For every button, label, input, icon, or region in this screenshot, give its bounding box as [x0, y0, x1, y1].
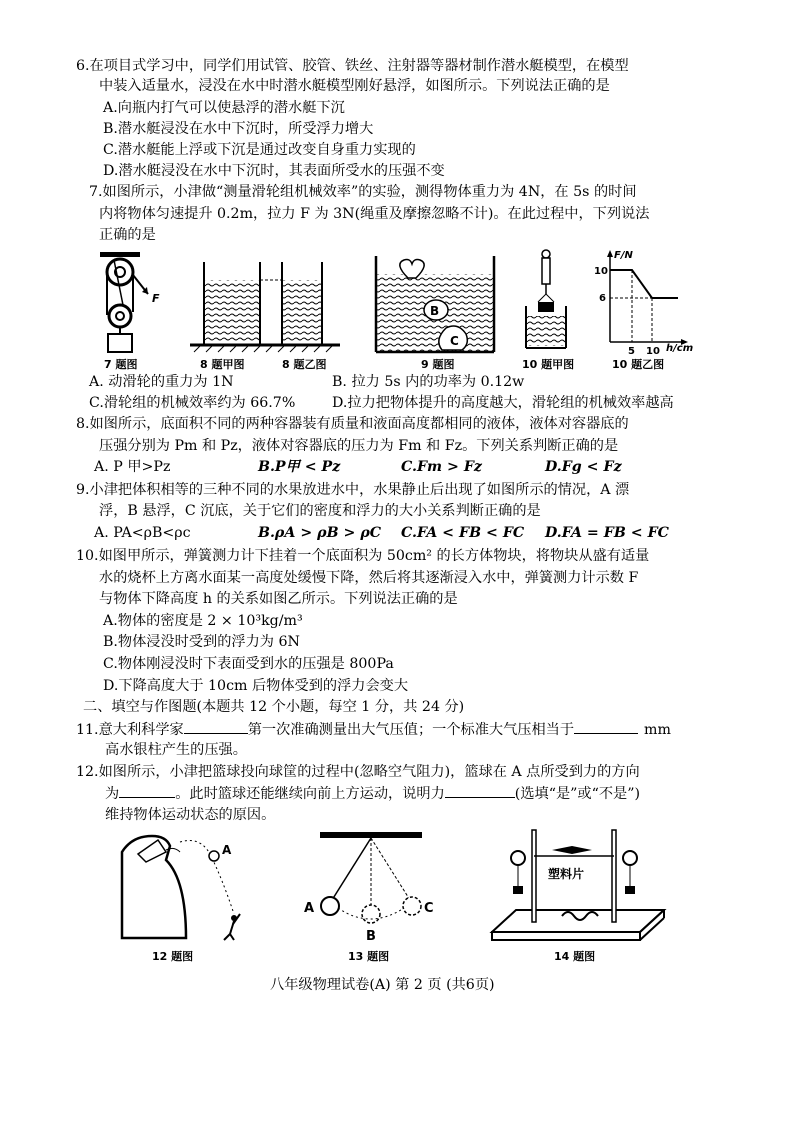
q6-option-b: B.潜水艇浸没在水中下沉时，所受浮力增大	[103, 121, 374, 137]
q11-part2: 第一次准确测量出大气压值；一个标准大气压相当于	[247, 722, 575, 738]
q7-option-a: A. 动滑轮的重力为 1N	[89, 374, 234, 390]
figure-7-force-label: F	[152, 292, 160, 305]
q12-blank-direction[interactable]	[119, 783, 175, 798]
graph-y-tick-10: 10	[594, 266, 608, 277]
figure-14-apparatus	[488, 826, 668, 944]
q9-option-b: B.ρA > ρB > ρC	[258, 525, 382, 541]
q10-option-a: A.物体的密度是 2 × 10³kg/m³	[103, 613, 303, 629]
q7-stem-line2: 内将物体匀速提升 0.2m，拉力 F 为 3N(绳重及摩擦忽略不计)。在此过程中，下列说法	[99, 206, 650, 222]
q11-blank-mm[interactable]	[574, 719, 638, 734]
figure-13-label-a: A	[304, 901, 315, 916]
figure-10b-caption: 10 题乙图	[612, 358, 665, 371]
q9-stem-line2: 浮，B 悬浮，C 沉底，关于它们的密度和浮力的大小关系判断正确的是	[99, 503, 541, 519]
q12-part4: (选填“是”或“不是”)	[514, 786, 640, 802]
q8-stem-line1: 8.如图所示，底面积不同的两种容器装有质量和液面高度都相同的液体，液体对容器底的	[76, 416, 629, 432]
q7-stem-line3: 正确的是	[99, 227, 156, 243]
q10-stem-line1: 10.如图甲所示，弹簧测力计下挂着一个底面积为 50cm² 的长方体物块，将物块从盛有适量	[76, 548, 650, 564]
q10-option-c: C.物体刚浸没时下表面受到水的压强是 800Pa	[103, 656, 394, 672]
q9-stem-line1: 9.小津把体积相等的三种不同的水果放进水中，水果静止后出现了如图所示的情况，A 漂	[76, 482, 630, 498]
q10-stem-line3: 与物体下降高度 h 的关系如图乙所示。下列说法正确的是	[99, 591, 458, 607]
q11-unit: mm	[644, 722, 671, 738]
figure-9-caption: 9 题图	[421, 358, 455, 371]
figure-8b-caption: 8 题乙图	[282, 358, 327, 371]
figure-10a-spring-balance	[520, 248, 572, 356]
q12-part2: 为	[105, 786, 120, 802]
figure-13-caption: 13 题图	[348, 950, 390, 963]
figure-10a-caption: 10 题甲图	[522, 358, 575, 371]
figure-8a-caption: 8 题甲图	[200, 358, 245, 371]
q8-option-d: D.Fg < Fz	[545, 459, 622, 475]
q7-option-d: D.拉力把物体提升的高度越大，滑轮组的机械效率越高	[332, 395, 674, 411]
q12-line2	[105, 783, 640, 804]
q6-stem-line1: 6.在项目式学习中，同学们用试管、胶管、铁丝、注射器等器材制作潜水艇模型，在模型	[76, 58, 629, 74]
q11-line1	[76, 719, 671, 740]
q9-option-a: A. PA<ρB<ρc	[94, 525, 191, 541]
q7-option-b: B. 拉力 5s 内的功率为 0.12w	[332, 374, 525, 390]
graph-x-tick-10: 10	[646, 346, 660, 356]
figure-9-fruits	[372, 252, 502, 356]
q8-stem-line2: 压强分别为 Pm 和 Pz，液体对容器底的压力为 Fm 和 Fz。下列关系判断正确的是	[99, 438, 619, 454]
figure-14-caption: 14 题图	[554, 950, 596, 963]
page-footer: 八年级物理试卷(A) 第 2 页 (共6页)	[270, 977, 495, 993]
section-2-heading: 二、填空与作图题(本题共 12 个小题，每空 1 分，共 24 分)	[83, 699, 465, 715]
q8-option-c: C.Fm > Fz	[401, 459, 482, 475]
q6-option-d: D.潜水艇浸没在水中下沉时，其表面所受水的压强不变	[103, 163, 445, 179]
figure-10b-graph	[588, 248, 698, 356]
q6-option-a: A.向瓶内打气可以使悬浮的潜水艇下沉	[103, 100, 345, 116]
q7-stem-line1: 7.如图所示，小津做“测量滑轮组机械效率”的实验，测得物体重力为 4N，在 5s 的时间	[89, 184, 637, 200]
figure-7-caption: 7 题图	[104, 358, 138, 371]
q10-option-b: B.物体浸没时受到的浮力为 6N	[103, 634, 300, 650]
q7-option-c: C.滑轮组的机械效率约为 66.7%	[89, 395, 296, 411]
q6-option-c: C.潜水艇能上浮或下沉是通过改变自身重力实现的	[103, 142, 416, 158]
figure-12-basketball	[118, 830, 258, 942]
q6-stem-line2: 中装入适量水，浸没在水中时潜水艇模型刚好悬浮，如图所示。下列说法正确的是	[99, 78, 610, 94]
graph-x-tick-5: 5	[628, 346, 635, 356]
q12-blank-is-or-not[interactable]	[445, 783, 515, 798]
figure-13-pendulum	[298, 830, 448, 942]
figure-12-label-a: A	[222, 843, 232, 857]
figure-12-caption: 12 题图	[152, 950, 194, 963]
figure-8-containers	[190, 252, 350, 358]
q9-option-d: D.FA = FB < FC	[545, 525, 669, 541]
q10-stem-line2: 水的烧杯上方离水面某一高度处缓慢下降，然后将其逐渐浸入水中，弹簧测力计示数 F	[99, 570, 639, 586]
graph-y-tick-6: 6	[599, 293, 606, 304]
figure-14-plastic-sheet-label: 塑料片	[548, 867, 585, 881]
graph-x-axis-label: h/cm	[666, 343, 694, 354]
graph-y-axis-label: F/N	[614, 250, 633, 261]
figure-13-label-b: B	[366, 929, 376, 942]
figure-7-pulley	[92, 250, 172, 368]
q8-option-b: B.P甲 < Pz	[258, 459, 341, 475]
q12-line3: 维持物体运动状态的原因。	[105, 807, 276, 823]
q11-line2: 高水银柱产生的压强。	[105, 742, 247, 758]
figure-13-label-c: C	[424, 901, 434, 916]
q10-option-d: D.下降高度大于 10cm 后物体受到的浮力会变大	[103, 678, 409, 694]
q11-blank-scientist[interactable]	[184, 719, 248, 734]
figure-9-label-b: B	[430, 304, 440, 318]
q12-line1: 12.如图所示，小津把篮球投向球筐的过程中(忽略空气阻力)，篮球在 A 点所受到力的方向	[76, 764, 640, 780]
q9-option-c: C.FA < FB < FC	[401, 525, 525, 541]
q11-part1: 11.意大利科学家	[76, 722, 184, 738]
q12-part3: 。此时篮球还能继续向前上方运动，说明力	[175, 786, 445, 802]
q8-option-a: A. P 甲>Pz	[94, 459, 171, 475]
figure-9-label-c: C	[450, 334, 459, 348]
